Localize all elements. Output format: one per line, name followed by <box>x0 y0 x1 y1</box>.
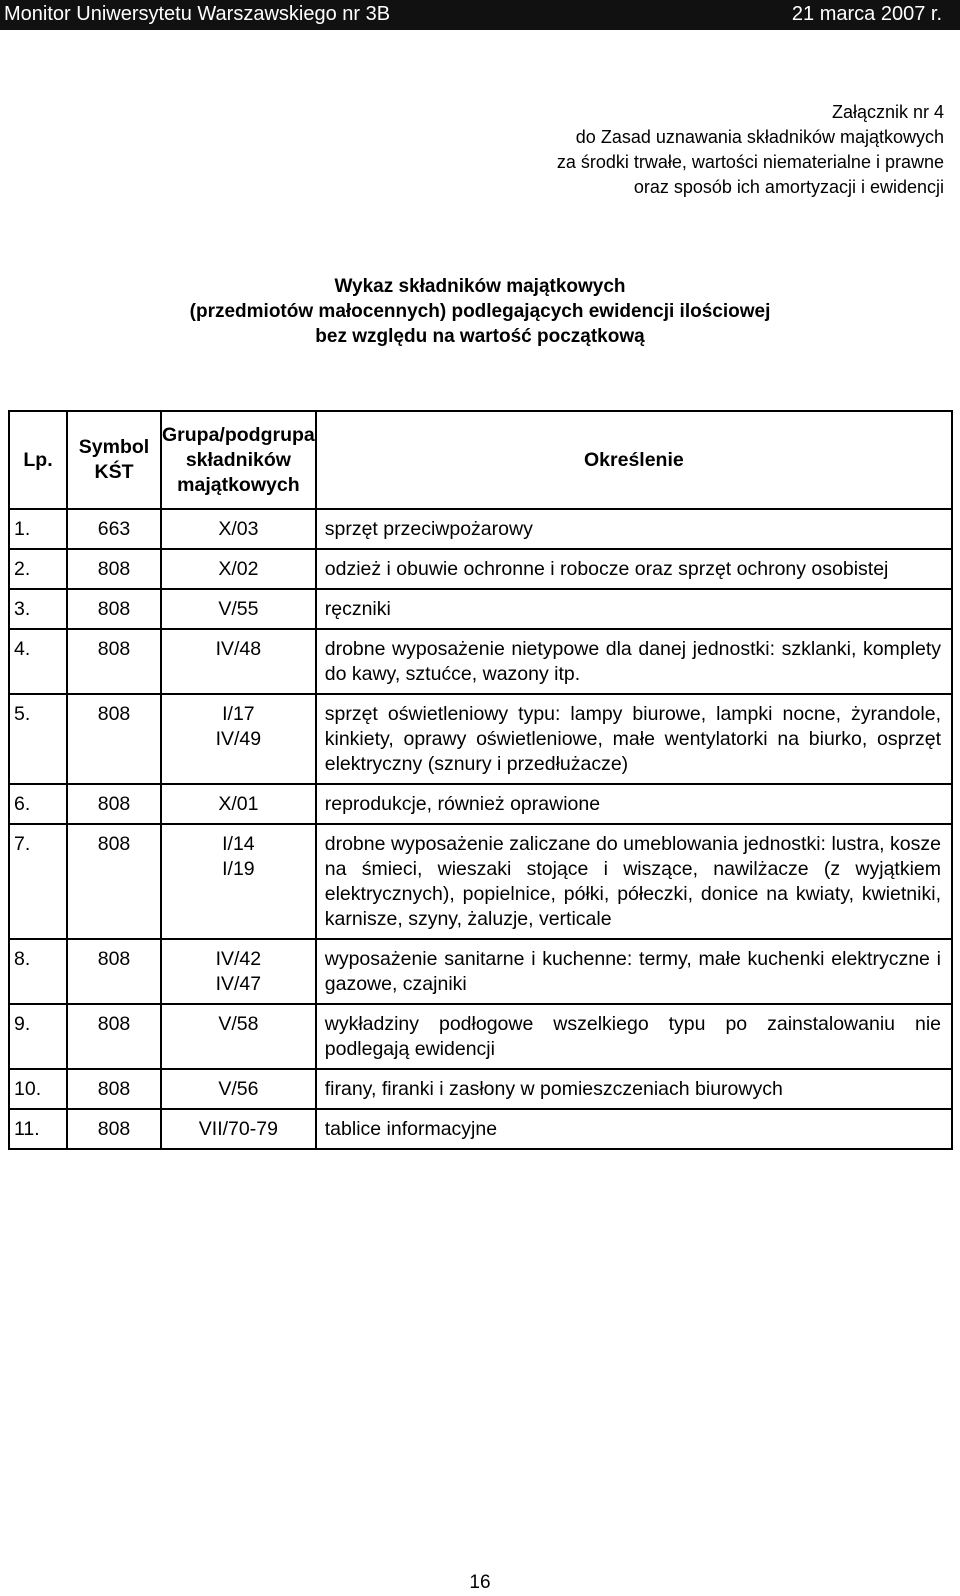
cell-description: wyposażenie sanitarne i kuchenne: termy, małe kuchenki elektryczne i gazowe, czajniki <box>316 939 952 1004</box>
page-number: 16 <box>469 1572 491 1593</box>
group-code: X/02 <box>218 558 259 580</box>
cell-lp: 1. <box>9 509 67 549</box>
cell-symbol: 808 <box>67 694 161 784</box>
group-code: IV/42 <box>215 948 262 970</box>
group-code: X/01 <box>218 793 259 815</box>
document-title <box>0 274 960 349</box>
cell-lp: 10. <box>9 1069 67 1109</box>
group-code: V/58 <box>218 1013 259 1035</box>
header-group: Grupa/podgrupa składników majątkowych <box>161 411 316 509</box>
table-row <box>9 549 952 589</box>
group-code: I/14 <box>222 833 255 855</box>
group-code: IV/49 <box>215 728 262 750</box>
cell-description: tablice informacyjne <box>316 1109 952 1149</box>
cell-group <box>161 784 316 824</box>
cell-group <box>161 1004 316 1069</box>
cell-description: sprzęt oświetleniowy typu: lampy biurowe, lampki nocne, żyrandole, kinkiety, oprawy oświetleniowe, małe wentylatorki na biurko, osprzęt elektryczny (sznury i przedłużacze) <box>316 694 952 784</box>
group-code: IV/48 <box>215 638 262 660</box>
cell-symbol: 808 <box>67 1069 161 1109</box>
table-row <box>9 784 952 824</box>
cell-lp: 7. <box>9 824 67 939</box>
cell-description: odzież i obuwie ochronne i robocze oraz sprzęt ochrony osobistej <box>316 549 952 589</box>
cell-description: sprzęt przeciwpożarowy <box>316 509 952 549</box>
cell-lp: 11. <box>9 1109 67 1149</box>
title-line: bez względu na wartość początkową <box>315 326 645 347</box>
group-code: VII/70-79 <box>198 1118 278 1140</box>
cell-group <box>161 509 316 549</box>
table-row <box>9 629 952 694</box>
publication-title: Monitor Uniwersytetu Warszawskiego nr 3B <box>4 3 391 25</box>
cell-symbol: 808 <box>67 629 161 694</box>
table-row <box>9 589 952 629</box>
publication-date: 21 marca 2007 r. <box>791 3 942 25</box>
cell-lp: 5. <box>9 694 67 784</box>
cell-group <box>161 694 316 784</box>
table-body <box>9 509 952 1149</box>
cell-description: reprodukcje, również oprawione <box>316 784 952 824</box>
cell-description: drobne wyposażenie zaliczane do umeblowania jednostki: lustra, kosze na śmieci, wieszaki stojące i wiszące, nawilżacze (z wyjątkiem elektrycznych), popielnice, półki, półeczki, donice na kwiaty, kwietniki, karnisze, szyny, żaluzje, verticale <box>316 824 952 939</box>
group-code: V/55 <box>218 598 259 620</box>
annex-line: do Zasad uznawania składników majątkowych <box>575 127 944 147</box>
table-row <box>9 1004 952 1069</box>
cell-lp: 9. <box>9 1004 67 1069</box>
table-row <box>9 824 952 939</box>
group-code: V/56 <box>218 1078 259 1100</box>
group-code: I/17 <box>222 703 255 725</box>
title-line: (przedmiotów małocennych) podlegających ewidencji ilościowej <box>189 301 771 322</box>
annex-line: oraz sposób ich amortyzacji i ewidencji <box>633 177 944 197</box>
cell-description: firany, firanki i zasłony w pomieszczeniach biurowych <box>316 1069 952 1109</box>
assets-table <box>8 410 953 1150</box>
running-header <box>0 0 960 30</box>
cell-symbol: 808 <box>67 589 161 629</box>
cell-group <box>161 939 316 1004</box>
cell-description: ręczniki <box>316 589 952 629</box>
cell-lp: 3. <box>9 589 67 629</box>
cell-group <box>161 824 316 939</box>
group-code: I/19 <box>222 858 255 880</box>
cell-description: drobne wyposażenie nietypowe dla danej jednostki: szklanki, komplety do kawy, sztućce, wazony itp. <box>316 629 952 694</box>
cell-lp: 2. <box>9 549 67 589</box>
annex-line: za środki trwałe, wartości niematerialne i prawne <box>556 152 944 172</box>
cell-group <box>161 629 316 694</box>
cell-description: wykładziny podłogowe wszelkiego typu po zainstalowaniu nie podlegają ewidencji <box>316 1004 952 1069</box>
group-code: IV/47 <box>215 973 262 995</box>
cell-symbol: 808 <box>67 1004 161 1069</box>
cell-symbol: 808 <box>67 939 161 1004</box>
title-line: Wykaz składników majątkowych <box>334 276 626 297</box>
header-description: Określenie <box>316 411 952 509</box>
cell-symbol: 808 <box>67 1109 161 1149</box>
cell-lp: 8. <box>9 939 67 1004</box>
table-row <box>9 1109 952 1149</box>
cell-symbol: 663 <box>67 509 161 549</box>
cell-symbol: 808 <box>67 784 161 824</box>
annex-heading <box>344 100 944 200</box>
cell-group <box>161 1109 316 1149</box>
table-row <box>9 939 952 1004</box>
cell-lp: 4. <box>9 629 67 694</box>
cell-lp: 6. <box>9 784 67 824</box>
table-row <box>9 694 952 784</box>
cell-group <box>161 1069 316 1109</box>
header-symbol: Symbol KŚT <box>67 411 161 509</box>
header-lp: Lp. <box>9 411 67 509</box>
cell-group <box>161 589 316 629</box>
cell-symbol: 808 <box>67 824 161 939</box>
cell-group <box>161 549 316 589</box>
table-row <box>9 1069 952 1109</box>
table-header-row <box>9 411 952 509</box>
table-row <box>9 509 952 549</box>
annex-line: Załącznik nr 4 <box>831 102 944 122</box>
cell-symbol: 808 <box>67 549 161 589</box>
group-code: X/03 <box>218 518 259 540</box>
